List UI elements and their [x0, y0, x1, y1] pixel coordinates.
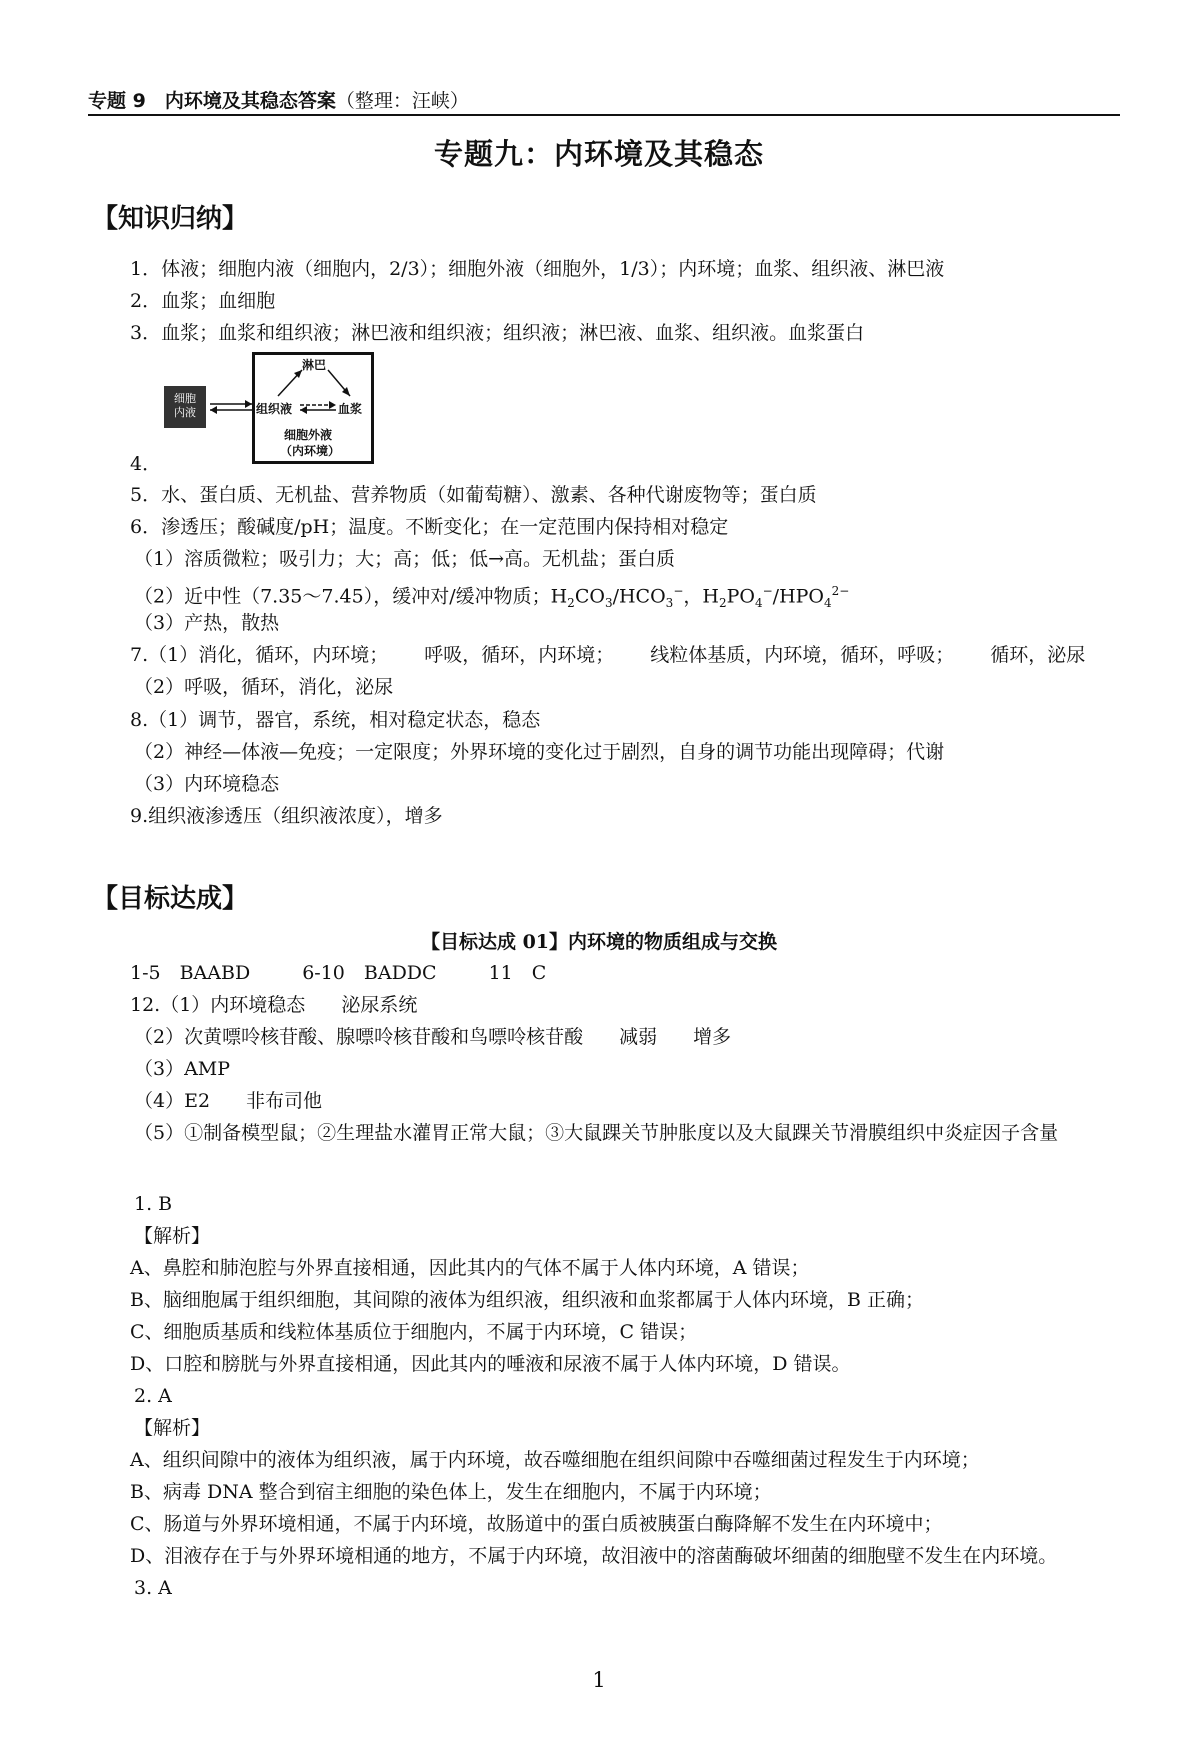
line7-part-4: 循环，泌尿	[990, 644, 1086, 666]
targets-heading: 【目标达成】	[92, 884, 249, 914]
q1-line-b: B、脑细胞属于组织细胞，其间隙的液体为组织液，组织液和血浆都属于人体内环境，B 正确；	[130, 1289, 924, 1311]
knowledge-line-4: 4．	[130, 453, 162, 475]
knowledge-line-3: 3．血浆；血浆和组织液；淋巴液和组织液；组织液；淋巴液、血浆、组织液。血浆蛋白	[130, 322, 865, 344]
knowledge-line-2: 2．血浆；血细胞	[130, 290, 276, 312]
body-fluid-diagram	[160, 350, 380, 468]
q2-line-d: D、泪液存在于与外界环境相通的地方，不属于内环境，故泪液中的溶菌酶破坏细菌的细胞壁不发生在内环境。	[130, 1545, 1058, 1567]
line7-part-3: 线粒体基质，内环境，循环，呼吸；	[650, 644, 955, 666]
buffer-text: （2）近中性（7.35～7.45），缓冲对/缓冲物质；H	[134, 585, 568, 608]
lymph-label: 淋巴	[302, 358, 327, 372]
q12-1-a: 12.（1）内环境稳态	[130, 994, 306, 1016]
knowledge-line-8-1: 8.（1）调节，器官，系统，相对稳定状态，稳态	[130, 709, 541, 731]
answers-1-5: 1-5 BAABD	[130, 962, 251, 984]
knowledge-line-6-1: （1）溶质微粒；吸引力；大；高；低；低→高。无机盐；蛋白质	[134, 548, 676, 570]
page-title: 专题九：内环境及其稳态	[433, 137, 764, 171]
q12-4	[134, 1089, 322, 1113]
answers-6-10: 6-10 BADDC	[302, 962, 437, 984]
q12-2-a: （2）次黄嘌呤核苷酸、腺嘌呤核苷酸和鸟嘌呤核苷酸	[134, 1026, 584, 1048]
q2-line-b: B、病毒 DNA 整合到宿主细胞的染色体上，发生在细胞内，不属于内环境；	[130, 1481, 772, 1503]
knowledge-line-8-3: （3）内环境稳态	[134, 773, 280, 795]
q12-1	[130, 993, 417, 1017]
q1-answer: 1. B	[134, 1193, 173, 1215]
knowledge-line-1: 1．体液；细胞内液（细胞内，2/3）；细胞外液（细胞外，1/3）；内环境；血浆、组织液、淋巴液	[130, 258, 945, 280]
q1-line-a: A、鼻腔和肺泡腔与外界直接相通，因此其内的气体不属于人体内环境，A 错误；	[130, 1257, 810, 1279]
plasma-label: 血浆	[338, 402, 363, 416]
knowledge-line-9: 9.组织液渗透压（组织液浓度），增多	[130, 805, 443, 827]
tissue-fluid-label: 组织液	[256, 402, 293, 416]
q12-2-b: 减弱	[619, 1026, 658, 1048]
targets-subheading: 【目标达成 01】内环境的物质组成与交换	[420, 931, 778, 953]
knowledge-line-5: 5．水、蛋白质、无机盐、营养物质（如葡萄糖）、激素、各种代谢废物等；蛋白质	[130, 484, 817, 506]
q12-5: （5）①制备模型鼠；②生理盐水灌胃正常大鼠；③大鼠踝关节肿胀度以及大鼠踝关节滑膜组织中炎症因子含量	[134, 1122, 1059, 1144]
header-rule	[88, 114, 1120, 116]
q1-analysis-label: 【解析】	[134, 1225, 211, 1247]
q12-3: （3）AMP	[134, 1058, 231, 1080]
knowledge-line-7-1	[130, 643, 1085, 667]
knowledge-line-6: 6．渗透压；酸碱度/pH；温度。不断变化；在一定范围内保持相对稳定	[130, 516, 729, 538]
q12-4-b: 非布司他	[246, 1090, 323, 1112]
intracellular-fluid-label: 细胞内液	[174, 392, 196, 419]
line7-part-2: 呼吸，循环，内环境；	[424, 644, 615, 666]
q2-line-a: A、组织间隙中的液体为组织液，属于内环境，故吞噬细胞在组织间隙中吞噬细菌过程发生于内环境；	[130, 1449, 980, 1471]
answers-line	[130, 961, 546, 985]
running-header	[88, 86, 1120, 113]
running-header-sub: （整理：汪峡）	[335, 90, 469, 112]
page-number: 1	[592, 1668, 606, 1692]
q1-line-d: D、口腔和膀胱与外界直接相通，因此其内的唾液和尿液不属于人体内环境，D 错误。	[130, 1353, 851, 1375]
q12-2	[134, 1025, 731, 1049]
q2-answer: 2. A	[134, 1385, 172, 1407]
knowledge-line-8-2: （2）神经—体液—免疫；一定限度；外界环境的变化过于剧烈，自身的调节功能出现障碍；代谢	[134, 741, 945, 763]
q12-4-a: （4）E2	[134, 1090, 211, 1112]
extracellular-label: 细胞外液	[284, 428, 333, 442]
line7-part-1: 7.（1）消化，循环，内环境；	[130, 644, 389, 666]
q2-line-c: C、肠道与外界环境相通，不属于内环境，故肠道中的蛋白质被胰蛋白酶降解不发生在内环境中；	[130, 1513, 943, 1535]
q3-answer: 3. A	[134, 1577, 172, 1599]
q12-2-c: 增多	[693, 1026, 732, 1048]
knowledge-line-6-2: （2）近中性（7.35～7.45），缓冲对/缓冲物质；$H_2CO_3/HCO_3^-$，$H_2PO_4^-/HPO_4^{2-}$	[134, 584, 850, 611]
internal-env-label: （内环境）	[280, 444, 341, 458]
q2-analysis-label: 【解析】	[134, 1417, 211, 1439]
knowledge-heading: 【知识归纳】	[92, 204, 249, 234]
knowledge-line-6-3: （3）产热，散热	[134, 612, 280, 634]
running-header-main: 专题 9 内环境及其稳态答案	[88, 90, 336, 112]
knowledge-line-7-2: （2）呼吸，循环，消化，泌尿	[134, 676, 394, 698]
q12-1-b: 泌尿系统	[341, 994, 418, 1016]
answers-11: 11 C	[488, 962, 547, 984]
q1-line-c: C、细胞质基质和线粒体基质位于细胞内，不属于内环境，C 错误；	[130, 1321, 698, 1343]
